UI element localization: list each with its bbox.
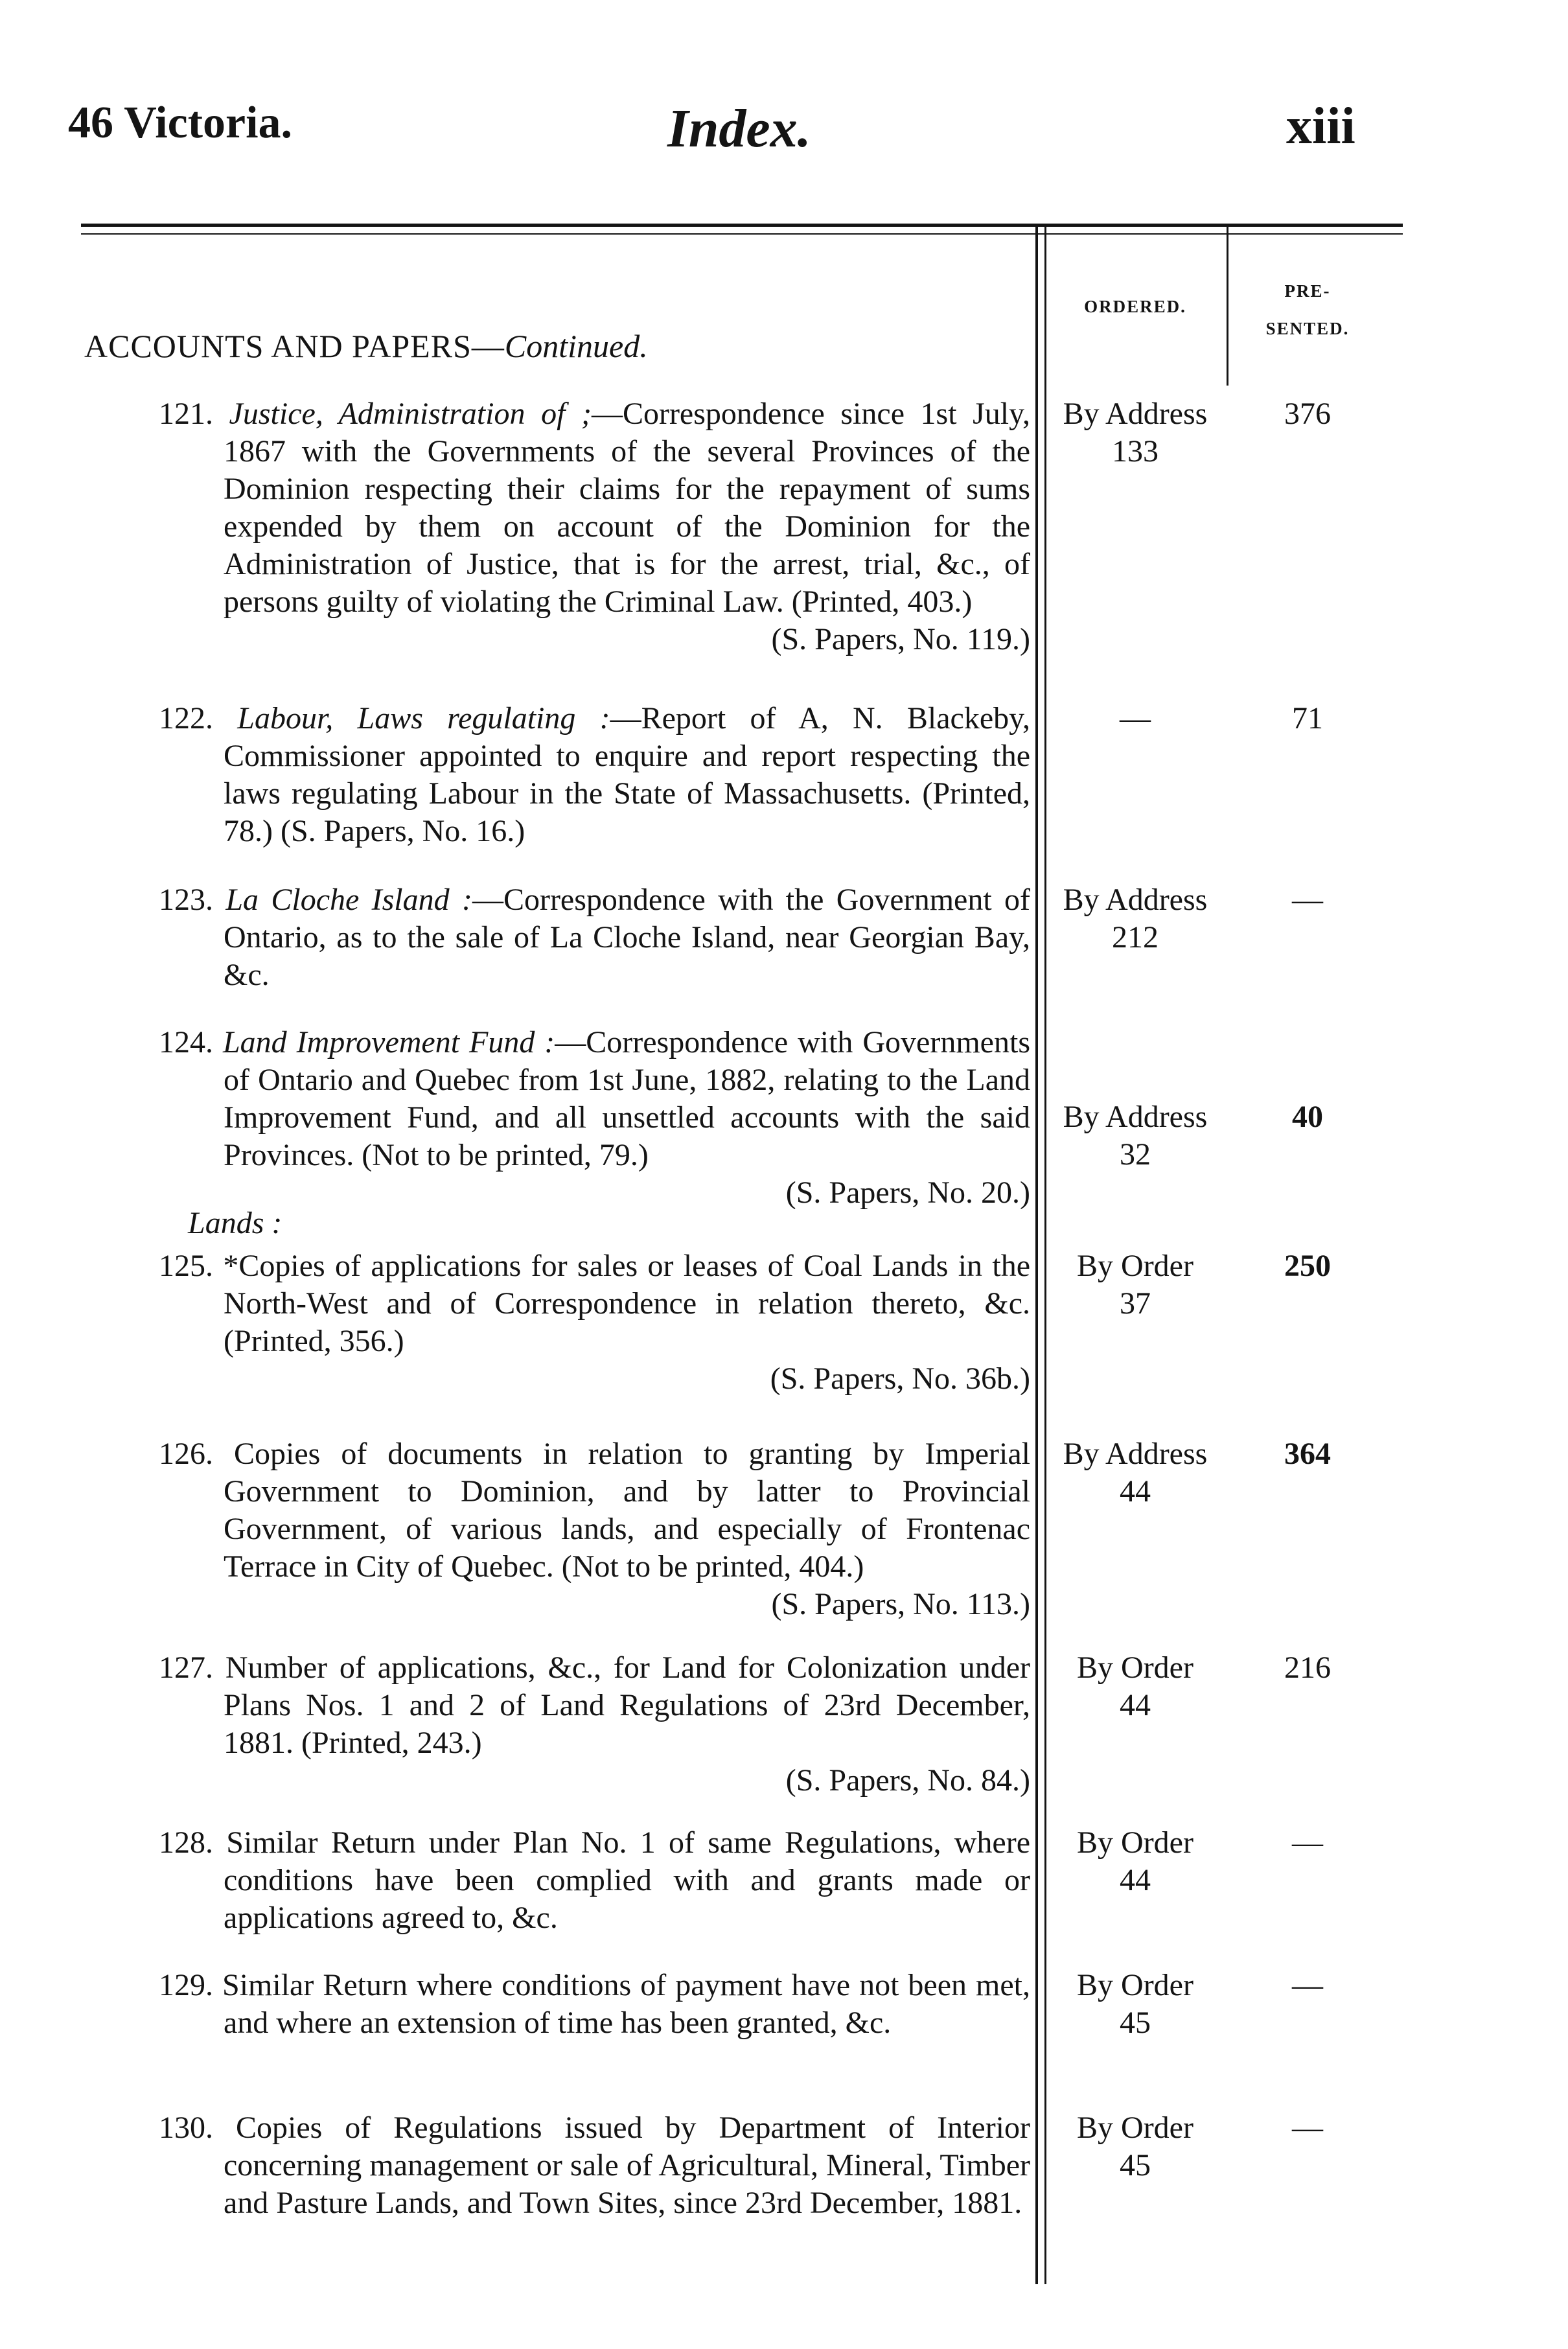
index-entry	[159, 1435, 1030, 1623]
entry-presented: 216	[1284, 1650, 1331, 1685]
index-entry	[159, 1247, 1030, 1398]
entry-ordered: —	[1120, 701, 1151, 735]
entry-ordered: By Order 45	[1077, 2111, 1193, 2182]
entry-number: 124.	[159, 1025, 213, 1059]
index-entry	[159, 1024, 1030, 1212]
index-entry	[159, 881, 1030, 994]
entry-ordered: By Address 133	[1063, 397, 1208, 469]
header-rule	[81, 224, 1403, 227]
entry-text: Number of applications, &c., for Land for Colonization under Plans Nos. 1 and 2 of Land Regulations of 23rd December, 1881. (Printed, 243.)	[224, 1650, 1031, 1760]
entry-presented: —	[1292, 2111, 1323, 2145]
entry-ordered: By Order 45	[1077, 1968, 1193, 2040]
index-entry	[159, 395, 1030, 658]
entry-number: 126.	[159, 1437, 213, 1471]
entry-ordered: By Order 44	[1077, 1650, 1193, 1722]
header-title: Index.	[667, 98, 811, 159]
entry-presented: —	[1292, 1968, 1323, 2002]
column-heading-presented: PRE- SENTED.	[1265, 281, 1350, 338]
entry-reference: (S. Papers, No. 119.)	[771, 622, 1030, 656]
entry-ordered: By Address 32	[1063, 1100, 1208, 1172]
entry-number: 125.	[159, 1249, 213, 1283]
entry-presented: —	[1292, 883, 1323, 917]
entry-reference: (S. Papers, No. 84.)	[785, 1763, 1030, 1798]
entry-text: Similar Return under Plan No. 1 of same Regulations, where conditions have been complied with and grants made or applications agreed to, &c.	[224, 1825, 1031, 1935]
entry-presented: 250	[1284, 1249, 1331, 1283]
entry-subject: La Cloche Island :	[225, 883, 472, 917]
entry-text: —Correspondence with the Government of Ontario, as to the sale of La Cloche Island, near Georgian Bay, &c.	[224, 883, 1030, 992]
index-entry	[159, 700, 1030, 850]
entry-text: —Report of A, N. Blackeby, Commissioner appointed to enquire and report respecting the laws regulating Labour in the State of Massachusetts. (Printed, 78.) (S. Papers, No. 16.)	[224, 701, 1031, 848]
index-entry	[159, 1967, 1030, 2042]
entry-presented: 364	[1284, 1437, 1331, 1471]
entry-number: 121.	[159, 397, 213, 431]
entry-reference: (S. Papers, No. 36b.)	[770, 1361, 1030, 1396]
entry-ordered: By Order 37	[1077, 1249, 1193, 1321]
entry-presented: 71	[1292, 701, 1323, 735]
entry-reference: (S. Papers, No. 20.)	[785, 1175, 1030, 1210]
column-divider-presented	[1227, 224, 1228, 386]
entry-ordered: By Order 44	[1077, 1825, 1193, 1897]
subheading-lands: Lands :	[188, 1206, 282, 1240]
entry-number: 129.	[159, 1968, 213, 2002]
entry-number: 127.	[159, 1650, 213, 1685]
entry-subject: Land Improvement Fund :	[222, 1025, 555, 1059]
entry-text: —Correspondence with Governments of Ontario and Quebec from 1st June, 1882, relating to the Land Improvement Fund, and all unsettled accounts with the said Provinces. (Not to be printed, 79.)	[224, 1025, 1030, 1172]
entry-number: 123.	[159, 883, 213, 917]
index-entry	[159, 2109, 1030, 2222]
entry-ordered: By Address 44	[1063, 1437, 1208, 1509]
entry-text: Similar Return where conditions of payment have not been met, and where an extension of time has been granted, &c.	[222, 1968, 1031, 2040]
entry-presented: 40	[1292, 1100, 1323, 1134]
entry-number: 122.	[159, 701, 213, 735]
column-divider	[1035, 224, 1038, 2284]
entry-number: 128.	[159, 1825, 213, 1860]
index-entry	[159, 1649, 1030, 1799]
section-title	[84, 327, 648, 365]
header-page-number: xiii	[1286, 98, 1355, 155]
entry-text: —Correspondence since 1st July, 1867 with the Governments of the several Provinces of the Dominion respecting their claims for the repayment of sums expended by them on account of the Dominion for the Administration of Justice, that is for the arrest, trial, &c., of persons guilty of violating the Criminal Law. (Printed, 403.)	[224, 397, 1030, 619]
entry-presented: 376	[1284, 397, 1331, 431]
header-rule-thin	[81, 233, 1403, 235]
entry-text: Copies of documents in relation to granting by Imperial Government to Dominion, and by latter to Provincial Government, of various lands, and especially of Frontenac Terrace in City of Quebec. (Not to be printed, 404.)	[224, 1437, 1031, 1584]
entry-text: *Copies of applications for sales or leases of Coal Lands in the North-West and of Correspondence in relation thereto, &c. (Printed, 356.)	[223, 1249, 1031, 1358]
entry-subject: Labour, Laws regulating :	[237, 701, 610, 735]
entry-number: 130.	[159, 2111, 213, 2145]
entry-subject: Justice, Administration of ;	[229, 397, 592, 431]
index-entry	[159, 1824, 1030, 1937]
section-continued: Continued.	[504, 328, 648, 364]
entry-text: Copies of Regulations issued by Department of Interior concerning management or sale of Agricultural, Mineral, Timber and Pasture Lands, and Town Sites, since 23rd December, 1881.	[224, 2111, 1030, 2220]
section-title-text: ACCOUNTS AND PAPERS—	[84, 328, 505, 364]
column-heading-ordered: ORDERED.	[1084, 297, 1186, 316]
entry-ordered: By Address 212	[1063, 883, 1208, 955]
header-volume: 46 Victoria.	[68, 98, 293, 148]
entry-presented: —	[1292, 1825, 1323, 1860]
entry-reference: (S. Papers, No. 113.)	[771, 1587, 1030, 1621]
